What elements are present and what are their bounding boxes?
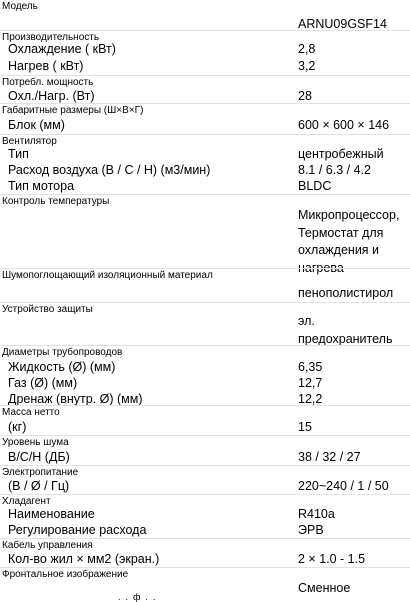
section-weight <box>0 405 410 421</box>
section-insulation <box>0 268 410 284</box>
spec-value: 8.1 / 6.3 / 4.2 <box>298 163 371 177</box>
spec-label: Газ (Ø) (мм) <box>8 376 78 390</box>
section-title: Производительность <box>2 32 100 43</box>
spec-label: Расход воздуха (В / С / Н) (м3/мин) <box>8 163 211 177</box>
spec-label: Блок (мм) <box>8 118 65 132</box>
spec-value: 12,7 <box>298 376 323 390</box>
spec-label: Тип <box>8 147 29 161</box>
model-label: Модель <box>2 1 38 12</box>
section-title: Устройство защиты <box>2 304 93 315</box>
spec-label: В/С/Н (ДБ) <box>8 450 70 464</box>
spec-value: 2 × 1.0 - 1.5 <box>298 552 366 566</box>
spec-value: 6,35 <box>298 360 323 374</box>
section-title: Габаритные размеры (Ш×В×Г) <box>2 105 144 116</box>
section-title: Кабель управления <box>2 540 93 551</box>
section-title: Масса нетто <box>2 407 60 418</box>
spec-value: 220~240 / 1 / 50 <box>298 479 389 493</box>
spec-label: Наименование <box>8 507 95 521</box>
spec-label: Охл./Нагр. (Вт) <box>8 89 95 103</box>
section-title: Уровень шума <box>2 437 69 448</box>
spec-label: Дренаж (внутр. Ø) (мм) <box>8 392 143 406</box>
spec-value: BLDC <box>298 179 332 193</box>
spec-value: 3,2 <box>298 59 316 73</box>
spec-value: 2,8 <box>298 42 316 56</box>
section-title: Потребл. мощность <box>2 77 94 88</box>
spec-value: R410a <box>298 507 335 521</box>
spec-label: Регулирование расхода <box>8 523 147 537</box>
section-title: Шумопоглощающий изоляционный материал <box>2 270 213 281</box>
spec-value: центробежный <box>298 147 384 161</box>
spec-value: 600 × 600 × 146 <box>298 118 390 132</box>
insulation-value: пенополистирол <box>298 286 394 300</box>
spec-label: Тип мотора <box>8 179 75 193</box>
spec-value: 28 <box>298 89 312 103</box>
protection-value: эл. предохранитель <box>298 314 393 346</box>
front-value: Сменное <box>298 581 351 595</box>
cutoff-text-fragment: . . ф . . <box>118 592 156 602</box>
spec-label: (кг) <box>8 420 27 434</box>
spec-label: Охлаждение ( кВт) <box>8 42 116 56</box>
spec-label: Жидкость (Ø) (мм) <box>8 360 116 374</box>
spec-value: 15 <box>298 420 312 434</box>
model-value: ARNU09GSF14 <box>298 17 387 31</box>
section-title: Фронтальное изображение <box>2 569 129 580</box>
spec-value: 12,2 <box>298 392 323 406</box>
spec-label: (В / Ø / Гц) <box>8 479 70 493</box>
section-title: Диаметры трубопроводов <box>2 347 123 358</box>
temp-control-value: Микропроцессор, Термостат для охлаждения и нагрева <box>298 208 400 275</box>
section-title: Контроль температуры <box>2 196 110 207</box>
spec-value: ЭРВ <box>298 523 324 537</box>
model-header <box>0 0 410 16</box>
spec-label: Нагрев ( кВт) <box>8 59 84 73</box>
section-title: Электропитание <box>2 467 79 478</box>
section-title: Вентилятор <box>2 136 57 147</box>
spec-value: 38 / 32 / 27 <box>298 450 361 464</box>
section-title: Хладагент <box>2 496 51 507</box>
spec-label: Кол-во жил × мм2 (экран.) <box>8 552 160 566</box>
